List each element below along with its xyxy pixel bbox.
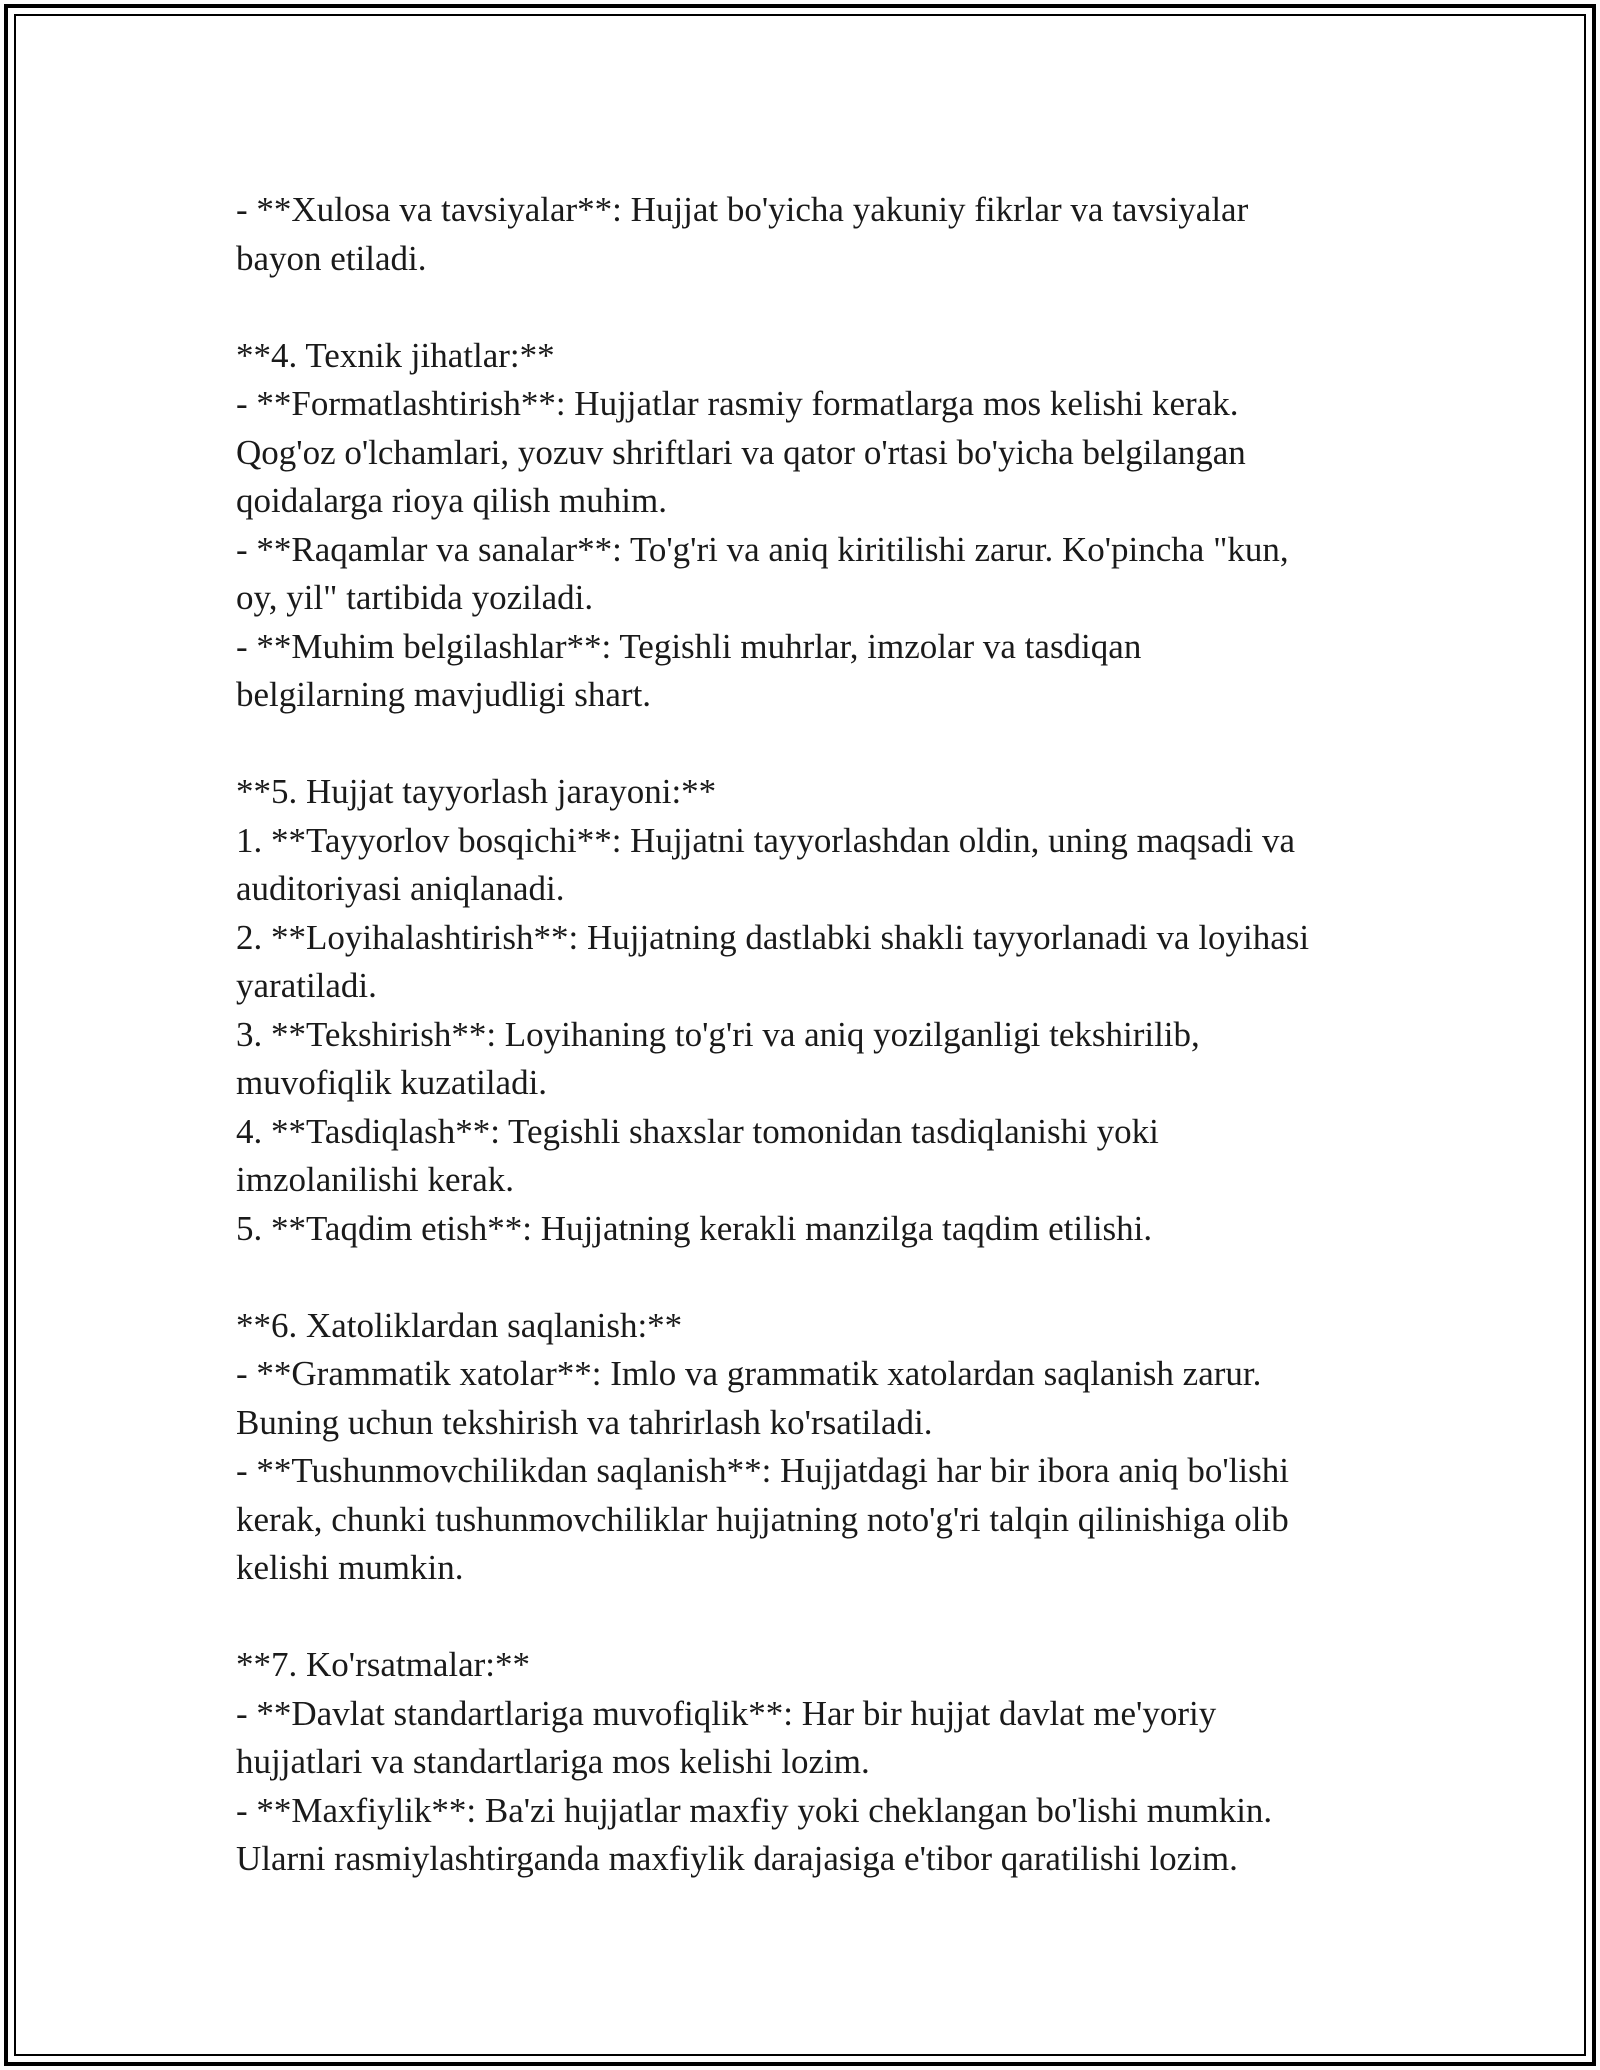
- text-line: muvofiqlik kuzatiladi.: [236, 1063, 548, 1102]
- text-line: - **Tushunmovchilikdan saqlanish**: Hujjatdagi har bir ibora aniq bo'lishi: [236, 1451, 1289, 1490]
- text-line: Ularni rasmiylashtirganda maxfiylik darajasiga e'tibor qaratilishi lozim.: [236, 1839, 1238, 1878]
- text-line: 2. **Loyihalashtirish**: Hujjatning dastlabki shakli tayyorlanadi va loyihasi: [236, 917, 1310, 957]
- text-line: - **Xulosa va tavsiyalar**: Hujjat bo'yicha yakuniy fikrlar va tavsiyalar: [236, 190, 1249, 229]
- text-line: - **Formatlashtirish**: Hujjatlar rasmiy formatlarga mos kelishi kerak.: [236, 384, 1239, 423]
- section-heading: **4. Texnik jihatlar:**: [236, 335, 555, 375]
- text-line: - **Muhim belgilashlar**: Tegishli muhrlar, imzolar va tasdiqan: [236, 626, 1142, 666]
- text-line: kelishi mumkin.: [236, 1548, 464, 1587]
- text-line: bayon etiladi.: [236, 238, 427, 278]
- text-line: auditoriyasi aniqlanadi.: [236, 869, 565, 908]
- text-line: - **Raqamlar va sanalar**: To'g'ri va aniq kiritilishi zarur. Ko'pincha "kun,: [236, 529, 1289, 569]
- text-line: hujjatlari va standartlariga mos kelishi lozim.: [236, 1742, 870, 1781]
- text-line: 5. **Taqdim etish**: Hujjatning kerakli manzilga taqdim etilishi.: [236, 1208, 1153, 1248]
- text-line: 3. **Tekshirish**: Loyihaning to'g'ri va aniq yozilganligi tekshirilib,: [236, 1014, 1200, 1054]
- text-line: - **Maxfiylik**: Ba'zi hujjatlar maxfiy yoki cheklangan bo'lishi mumkin.: [236, 1790, 1273, 1830]
- section-heading: **5. Hujjat tayyorlash jarayoni:**: [236, 772, 717, 811]
- blank-line: [236, 1253, 1386, 1302]
- text-line: - **Grammatik xatolar**: Imlo va grammatik xatolardan saqlanish zarur.: [236, 1354, 1262, 1393]
- section-heading: **7. Ko'rsatmalar:**: [236, 1645, 531, 1684]
- blank-line: [236, 720, 1386, 769]
- text-line: imzolanilishi kerak.: [236, 1160, 514, 1199]
- blank-line: [236, 1593, 1386, 1642]
- blank-line: [236, 283, 1386, 332]
- section-heading: **6. Xatoliklardan saqlanish:**: [236, 1305, 683, 1345]
- text-line: 4. **Tasdiqlash**: Tegishli shaxslar tomonidan tasdiqlanishi yoki: [236, 1111, 1159, 1151]
- text-line: Buning uchun tekshirish va tahrirlash ko'rsatiladi.: [236, 1402, 933, 1442]
- text-line: Qog'oz o'lchamlari, yozuv shriftlari va qator o'rtasi bo'yicha belgilangan: [236, 432, 1246, 472]
- text-line: qoidalarga rioya qilish muhim.: [236, 481, 667, 520]
- text-line: oy, yil" tartibida yoziladi.: [236, 578, 594, 617]
- document-body: [236, 186, 1386, 1884]
- text-line: - **Davlat standartlariga muvofiqlik**: Har bir hujjat davlat me'yoriy: [236, 1693, 1217, 1733]
- text-line: 1. **Tayyorlov bosqichi**: Hujjatni tayyorlashdan oldin, uning maqsadi va: [236, 820, 1296, 860]
- text-line: belgilarning mavjudligi shart.: [236, 675, 652, 714]
- text-line: kerak, chunki tushunmovchiliklar hujjatning noto'g'ri talqin qilinishiga olib: [236, 1499, 1289, 1539]
- text-line: yaratiladi.: [236, 966, 377, 1005]
